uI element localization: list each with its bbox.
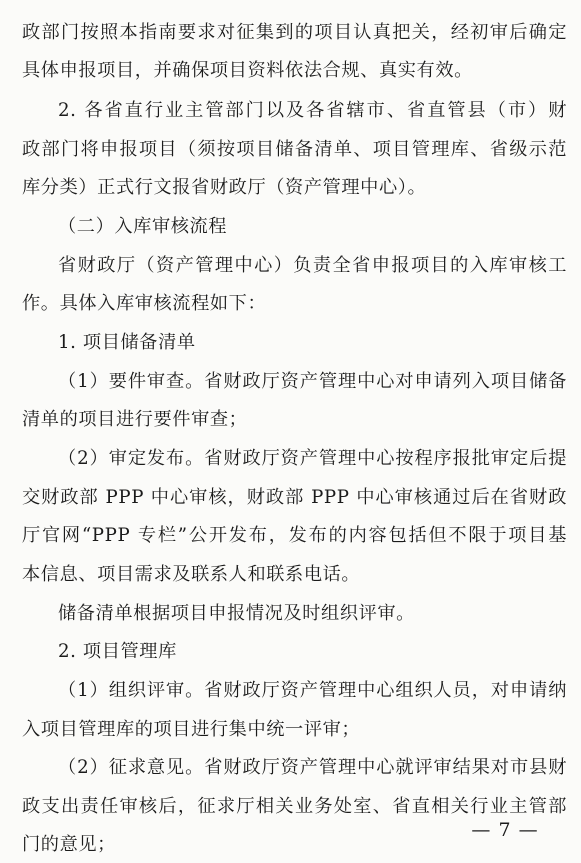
text-line-5: 库分类）正式行文报省财政厅（资产管理中心）。 — [22, 177, 427, 198]
text-line-12: （2）审定发布。省财政厅资产管理中心按程序报批审定后提 — [58, 448, 567, 469]
text-line-4: 政部门将申报项目（须按项目储备清单、项目管理库、省级示范 — [22, 139, 567, 160]
text-line-2: 具体申报项目，并确保项目资料依法合规、真实有效。 — [22, 60, 473, 81]
subsection-heading-1: 1. 项目储备清单 — [58, 332, 196, 353]
text-line-8: 作。具体入库审核流程如下： — [22, 293, 267, 314]
text-line-20: （2）征求意见。省财政厅资产管理中心就评审结果对市县财 — [58, 757, 567, 778]
text-line-15: 本信息、项目需求及联系人和联系电话。 — [22, 564, 361, 585]
text-line-11: 清单的项目进行要件审查； — [22, 409, 248, 430]
text-line-3: 2. 各省直行业主管部门以及各省辖市、省直管县（市）财 — [58, 100, 567, 121]
text-line-7: 省财政厅（资产管理中心）负责全省申报项目的入库审核工 — [58, 255, 567, 276]
text-line-14: 厅官网“PPP 专栏”公开发布，发布的内容包括但不限于项目基 — [22, 525, 567, 546]
text-line-22: 门的意见； — [22, 834, 116, 855]
page-number: — 7 — — [471, 819, 539, 841]
text-line-21: 政支出责任审核后，征求厅相关业务处室、省直相关行业主管部 — [22, 796, 567, 817]
text-line-13: 交财政部 PPP 中心审核，财政部 PPP 中心审核通过后在省财政 — [22, 487, 567, 508]
subsection-heading-2: 2. 项目管理库 — [58, 641, 177, 662]
text-line-16: 储备清单根据项目申报情况及时组织评审。 — [58, 603, 415, 624]
text-line-18: （1）组织评审。省财政厅资产管理中心组织人员，对申请纳 — [58, 680, 567, 701]
text-line-1: 政部门按照本指南要求对征集到的项目认真把关，经初审后确定 — [22, 22, 567, 43]
text-line-10: （1）要件审查。省财政厅资产管理中心对申请列入项目储备 — [58, 371, 567, 392]
text-line-19: 入项目管理库的项目进行集中统一评审； — [22, 719, 361, 740]
section-heading: （二）入库审核流程 — [58, 216, 228, 237]
